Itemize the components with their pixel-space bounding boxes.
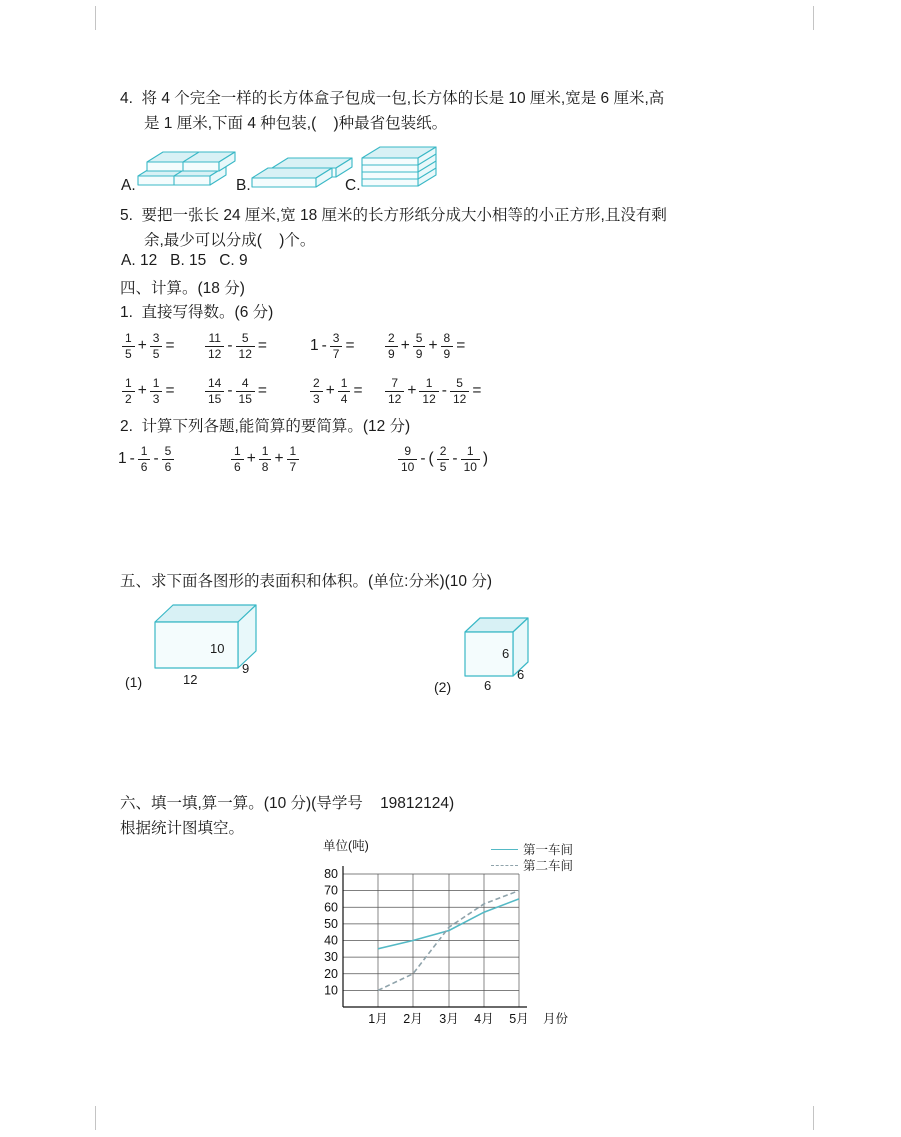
cube-length-label: 6 <box>484 678 492 693</box>
package-option-a-figure <box>134 142 239 194</box>
cropmark-bottom-right <box>813 1106 814 1130</box>
mental-expression <box>204 372 268 410</box>
chart-month-label: 2月 <box>403 1012 423 1026</box>
expression-token: - <box>129 450 135 467</box>
fraction: $\frac{1}{5}$ <box>122 331 135 361</box>
fraction: $\frac{1}{6}$ <box>138 444 151 474</box>
expression-token: - <box>227 382 233 399</box>
cube-figure-2 <box>430 600 545 700</box>
fraction: $\frac{8}{9}$ <box>441 331 454 361</box>
expression-token: 1 <box>310 337 319 354</box>
legend-label-2: 第二车间 <box>523 859 574 873</box>
chart-unit-label: 单位(吨) <box>323 839 369 853</box>
fraction: $\frac{2}{5}$ <box>437 444 450 474</box>
expression-token: + <box>137 382 147 399</box>
fraction: $\frac{1}{4}$ <box>338 376 351 406</box>
fraction: $\frac{3}{5}$ <box>150 331 163 361</box>
fraction: $\frac{7}{12}$ <box>385 376 404 406</box>
figure-2-label: (2) <box>434 679 452 695</box>
fraction: $\frac{1}{8}$ <box>259 444 272 474</box>
chart-month-label: 3月 <box>439 1012 459 1026</box>
chart-y-tick-label: 70 <box>324 883 338 898</box>
cuboid-front-face <box>155 622 238 668</box>
legend-label-1: 第一车间 <box>523 843 574 857</box>
chart-y-tick-label: 60 <box>324 900 338 915</box>
fraction: $\frac{2}{9}$ <box>385 331 398 361</box>
chart-month-label: 1月 <box>368 1012 388 1026</box>
box-front-face <box>252 178 316 187</box>
expression-token: + <box>246 450 256 467</box>
solid-line-sample <box>491 849 518 850</box>
fraction: $\frac{5}{12}$ <box>236 331 255 361</box>
section-5-title: 五、求下面各图形的表面积和体积。(单位:分米)(10 分) <box>120 573 493 590</box>
question-5-line-2: 余,最少可以分成( )个。 <box>144 232 316 249</box>
chart-y-tick-label: 30 <box>324 950 338 965</box>
expression-token: = <box>165 337 175 354</box>
expression-token: = <box>165 382 175 399</box>
expression-token: - <box>441 382 447 399</box>
expression-token: = <box>345 337 355 354</box>
expression-token: ( <box>428 450 434 467</box>
chart-y-tick-label: 10 <box>324 983 338 998</box>
figure-1-label: (1) <box>125 674 143 690</box>
expression-token: = <box>257 382 267 399</box>
expression-token: ) <box>482 450 489 467</box>
package-option-b-figure <box>248 142 358 194</box>
cropmark-top-left <box>95 6 96 30</box>
chart-y-tick-label: 40 <box>324 933 338 948</box>
question-5-choices: A. 12 B. 15 C. 9 <box>121 252 248 269</box>
cube-height-label: 6 <box>502 646 510 661</box>
fraction: $\frac{1}{2}$ <box>122 376 135 406</box>
fraction: $\frac{5}{9}$ <box>413 331 426 361</box>
cuboid-height-label: 10 <box>210 641 225 656</box>
fraction: $\frac{1}{7}$ <box>287 444 300 474</box>
chart-x-axis-title: 月份 <box>543 1012 569 1026</box>
expression-token: - <box>321 337 327 354</box>
fraction: $\frac{1}{3}$ <box>150 376 163 406</box>
question-4-line-1: 4. 将 4 个完全一样的长方体盒子包成一包,长方体的长是 10 厘米,宽是 6 厘米,高 <box>120 90 665 107</box>
simplify-expression <box>117 440 175 478</box>
expression-token: - <box>452 450 458 467</box>
mental-expression <box>309 327 356 365</box>
chart-y-tick-label: 50 <box>324 916 338 931</box>
mental-expression <box>384 327 466 365</box>
expression-token: - <box>153 450 159 467</box>
question-4-line-2: 是 1 厘米,下面 4 种包装,( )种最省包装纸。 <box>144 115 448 132</box>
mental-expression <box>204 327 268 365</box>
cropmark-top-right <box>813 6 814 30</box>
section-4-sub-1: 1. 直接写得数。(6 分) <box>120 304 274 321</box>
expression-token: + <box>325 382 335 399</box>
fraction: $\frac{4}{15}$ <box>236 376 255 406</box>
chart-y-tick-label: 80 <box>324 867 338 881</box>
fraction: $\frac{14}{15}$ <box>205 376 224 406</box>
chart-month-label: 5月 <box>509 1012 529 1026</box>
expression-token: = <box>353 382 363 399</box>
fraction: $\frac{9}{10}$ <box>398 444 417 474</box>
cuboid-length-label: 12 <box>183 672 198 687</box>
expression-token: + <box>137 337 147 354</box>
chart-month-label: 4月 <box>474 1012 494 1026</box>
cube-depth-label: 6 <box>517 667 525 682</box>
expression-token: = <box>257 337 267 354</box>
option-b-label: B. <box>236 177 251 194</box>
fraction: $\frac{11}{12}$ <box>205 331 224 361</box>
package-option-c-figure <box>356 136 441 194</box>
expression-token: = <box>456 337 466 354</box>
mental-expression <box>121 372 176 410</box>
chart-y-tick-label: 20 <box>324 966 338 981</box>
cuboid-depth-label: 9 <box>242 661 250 676</box>
fraction: $\frac{1}{6}$ <box>231 444 244 474</box>
section-4-title: 四、计算。(18 分) <box>120 280 245 297</box>
option-c-label: C. <box>345 177 361 194</box>
dashed-line-sample <box>491 865 518 866</box>
legend-item-2 <box>491 856 573 874</box>
expression-token: = <box>472 382 482 399</box>
simplify-expression <box>230 440 300 478</box>
cropmark-bottom-left <box>95 1106 96 1130</box>
section-6-sub: 根据统计图填空。 <box>120 820 245 837</box>
fraction: $\frac{2}{3}$ <box>310 376 323 406</box>
expression-token: + <box>400 337 410 354</box>
cuboid-figure-1 <box>125 594 275 694</box>
section-6-title: 六、填一填,算一算。(10 分)(导学号 19812124) <box>120 795 455 812</box>
expression-token: 1 <box>118 450 127 467</box>
fraction: $\frac{3}{7}$ <box>330 331 343 361</box>
expression-token: + <box>407 382 417 399</box>
section-4-sub-2: 2. 计算下列各题,能简算的要简算。(12 分) <box>120 418 411 435</box>
mental-expression <box>309 372 364 410</box>
fraction: $\frac{1}{10}$ <box>461 444 480 474</box>
mental-expression <box>384 372 482 410</box>
fraction: $\frac{1}{12}$ <box>419 376 438 406</box>
simplify-expression <box>397 440 489 478</box>
expression-token: + <box>274 450 284 467</box>
expression-token: - <box>227 337 233 354</box>
question-5-line-1: 5. 要把一张长 24 厘米,宽 18 厘米的长方形纸分成大小相等的小正方形,且没有剩 <box>120 207 667 224</box>
mental-expression <box>121 327 176 365</box>
fraction: $\frac{5}{6}$ <box>162 444 175 474</box>
expression-token: - <box>420 450 426 467</box>
expression-token: + <box>428 337 438 354</box>
option-a-label: A. <box>121 177 136 194</box>
fraction: $\frac{5}{12}$ <box>450 376 469 406</box>
